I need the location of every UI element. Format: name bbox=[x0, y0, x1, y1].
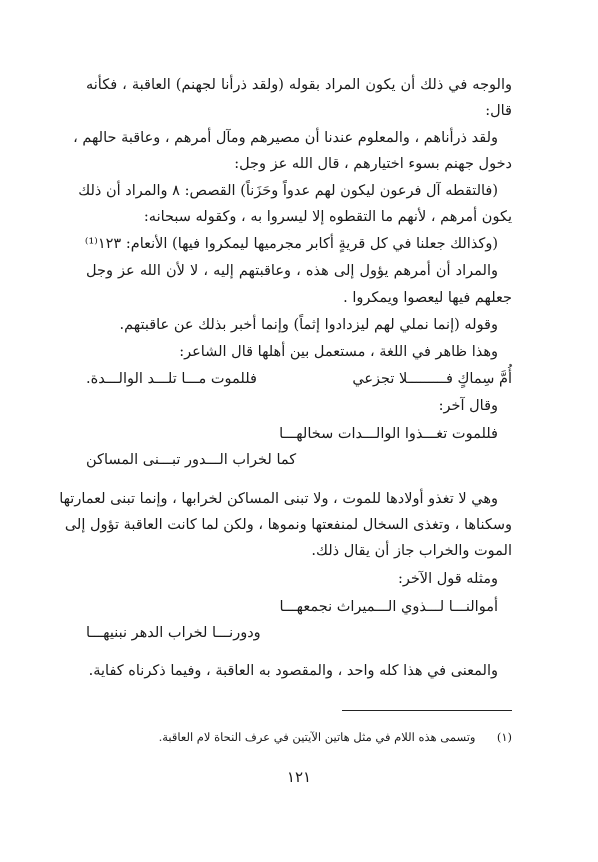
text-line: والوجه في ذلك أن يكون المراد بقوله (ولقد ذرأنا لجهنم) العاقبة ، فكأنه bbox=[86, 77, 512, 93]
text-line: وهذا ظاهر في اللغة ، مستعمل بين أهلها قال الشاعر: bbox=[179, 344, 498, 360]
text-line: ولقد ذرأناهم ، والمعلوم عندنا أن مصيرهم ومآل أمرهم ، وعاقبة حالهم ، bbox=[73, 130, 498, 146]
footnote-number: (١) bbox=[496, 730, 512, 744]
footnote-separator bbox=[342, 710, 512, 711]
verse-hemistich-first: أموالنـــا لـــذوي الـــميراث نجمعهـــا bbox=[279, 599, 498, 615]
footnote-text: وتسمى هذه اللام في مثل هاتين الآيتين في عرف النحاة لام العاقبة. bbox=[158, 730, 476, 744]
text-line: وقال آخر: bbox=[438, 398, 498, 414]
quran-citation-line: (وكذالك جعلنا في كل قريةٍ أكابر مجرميها ليمكروا فيها) الأنعام: ١٢٣⁽¹⁾ bbox=[84, 236, 498, 252]
text-line: الموت والخراب جاز أن يقال ذلك. bbox=[311, 543, 512, 559]
verse-hemistich-second: كما لخراب الـــدور تبـــنى المساكن bbox=[86, 452, 297, 468]
text-line: جعلهم فيها ليعصوا ويمكروا . bbox=[343, 290, 512, 306]
footnote bbox=[86, 728, 512, 746]
text-line: والمراد أن أمرهم يؤول إلى هذه ، وعاقبتهم إليه ، لا لأن الله عز وجل bbox=[86, 263, 498, 279]
text-line: قال: bbox=[485, 103, 512, 119]
quran-citation-line: وقوله (إنما نملي لهم ليزدادوا إثماً) وإنما أخبر بذلك عن عاقبتهم. bbox=[119, 317, 498, 333]
verse-hemistich-second: ودورنـــا لخراب الدهر نبنيهـــا bbox=[86, 625, 261, 641]
text-line: دخول جهنم بسوء اختيارهم ، قال الله عز وجل: bbox=[234, 156, 512, 172]
quran-citation-line: (فالتقطه آل فرعون ليكون لهم عدواً وحَزَناً) القصص: ٨ والمراد أن ذلك bbox=[78, 183, 498, 199]
text-line: وهي لا تغذو أولادها للموت ، ولا تبنى المساكن لخرابها ، وإنما تبنى لعمارتها bbox=[59, 491, 498, 507]
verse-hemistich-first: أُمَّ سِماكٍ فـــــــــلا تجزعي bbox=[352, 371, 512, 387]
verse-hemistich-first: فللموت تغـــذوا الوالـــدات سخالهـــا bbox=[279, 426, 498, 442]
text-line: يكون أمرهم ، لأنهم ما التقطوه إلا ليسروا به ، وكقوله سبحانه: bbox=[143, 209, 512, 225]
page-number: ١٢١ bbox=[286, 768, 312, 786]
text-line: ومثله قول الآخر: bbox=[397, 571, 498, 587]
verse-hemistich-second: فللموت مـــا تلـــد الوالـــدة. bbox=[86, 371, 257, 387]
text-line: والمعنى في هذا كله واحد ، والمقصود به العاقبة ، وفيما ذكرناه كفاية. bbox=[88, 663, 498, 679]
text-line: وسكناها ، وتغذى السخال لمنفعتها ونموها ، ولكن لما كانت العاقبة تؤول إلى bbox=[64, 517, 512, 533]
